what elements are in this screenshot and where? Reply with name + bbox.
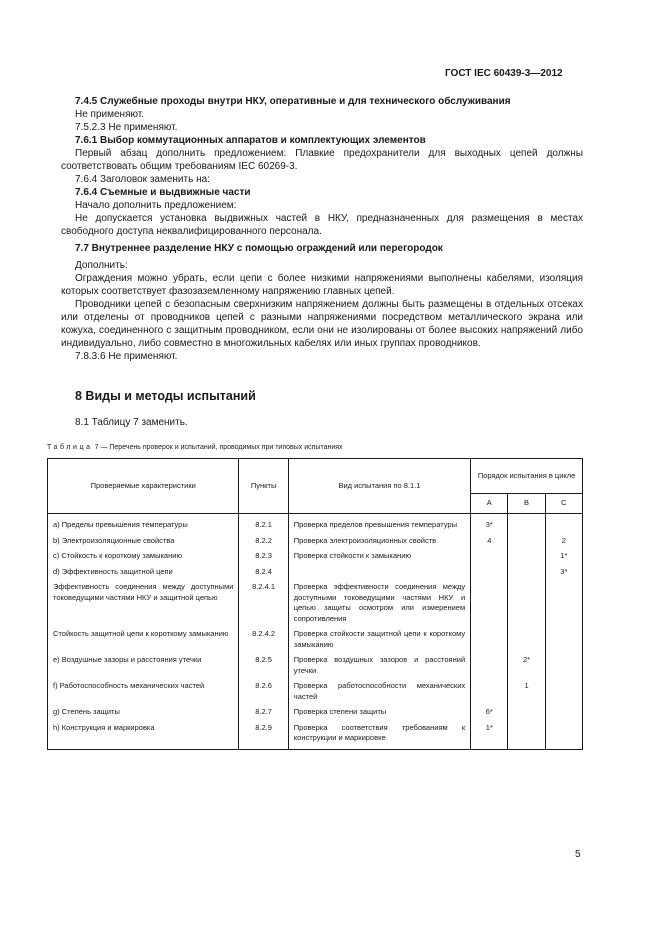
- cell-test: Проверка электроизоляционных свойств: [288, 536, 470, 552]
- cell-order-b: 2*: [508, 655, 545, 681]
- cell-order-c: [545, 514, 582, 536]
- heading-7-7: 7.7 Внутреннее разделение НКУ с помощью ограждений или перегородок: [75, 243, 443, 254]
- cell-order-c: [545, 723, 582, 750]
- header-clauses: Пункты: [239, 459, 288, 514]
- header-a: A: [471, 494, 508, 514]
- cell-order-b: [508, 629, 545, 655]
- cell-order-a: 4: [471, 536, 508, 552]
- cell-test: Проверка эффективности соединения между доступными токоведущими частями НКУ и цепью защиты осмотром или измерением сопротивления: [288, 582, 470, 629]
- cell-order-c: 1*: [545, 551, 582, 567]
- table-row: [48, 536, 583, 552]
- table-body: [48, 514, 583, 750]
- heading-7-6-4: 7.6.4 Съемные и выдвижные части: [75, 187, 251, 198]
- cell-order-a: 6*: [471, 707, 508, 723]
- table-row: [48, 551, 583, 567]
- cell-characteristic: d) Эффективность защитной цепи: [48, 567, 239, 583]
- cell-characteristic: Стойкость защитной цепи к короткому замыканию: [48, 629, 239, 655]
- paragraph: 7.8.3.6 Не применяют.: [75, 351, 178, 362]
- cell-order-a: 1*: [471, 723, 508, 750]
- table-row: [48, 655, 583, 681]
- cell-clause: 8.2.2: [239, 536, 288, 552]
- table-caption: [47, 444, 343, 451]
- tests-table: [47, 458, 583, 750]
- cell-order-b: [508, 582, 545, 629]
- cell-clause: 8.2.9: [239, 723, 288, 750]
- cell-characteristic: h) Конструкция и маркировка: [48, 723, 239, 750]
- cell-clause: 8.2.7: [239, 707, 288, 723]
- paragraph: Ограждения можно убрать, если цепи с более низкими напряжениями выполнены кабелями, изоляция которых соответствует фазозаземленному напряжению главных цепей.: [61, 273, 583, 297]
- cell-order-a: [471, 551, 508, 567]
- cell-test: Проверка воздушных зазоров и расстояний утечки: [288, 655, 470, 681]
- cell-order-a: [471, 582, 508, 629]
- paragraph: Начало дополнить предложением:: [75, 200, 237, 211]
- header-characteristics: Проверяемые характеристики: [48, 459, 239, 514]
- table-row: [48, 514, 583, 536]
- paragraph: Первый абзац дополнить предложением: Плавкие предохранители для выходных цепей должны соответствовать общим требованиям IEC 60269-3.: [61, 148, 583, 172]
- cell-clause: 8.2.5: [239, 655, 288, 681]
- cell-test: Проверка стойкости защитной цепи к короткому замыканию: [288, 629, 470, 655]
- cell-order-b: [508, 551, 545, 567]
- cell-order-a: [471, 629, 508, 655]
- cell-test: [288, 567, 470, 583]
- header-c: C: [545, 494, 582, 514]
- table-row: [48, 629, 583, 655]
- cell-order-c: [545, 629, 582, 655]
- cell-test: Проверка соответствия требованиям к конструкции и маркировке: [288, 723, 470, 750]
- cell-characteristic: e) Воздушные зазоры и расстояния утечки: [48, 655, 239, 681]
- heading-7-4-5: 7.4.5 Служебные проходы внутри НКУ, оперативные и для технического обслуживания: [75, 96, 511, 107]
- header-b: B: [508, 494, 545, 514]
- cell-order-b: [508, 567, 545, 583]
- cell-order-a: [471, 655, 508, 681]
- cell-test: Проверка степени защиты: [288, 707, 470, 723]
- cell-order-c: [545, 655, 582, 681]
- body-text: [61, 95, 583, 363]
- cell-order-a: [471, 681, 508, 707]
- cell-characteristic: b) Электроизоляционные свойства: [48, 536, 239, 552]
- cell-clause: 8.2.1: [239, 514, 288, 536]
- cell-characteristic: a) Пределы превышения температуры: [48, 514, 239, 536]
- cell-clause: 8.2.4: [239, 567, 288, 583]
- cell-order-b: [508, 514, 545, 536]
- cell-clause: 8.2.3: [239, 551, 288, 567]
- header-test-type: Вид испытания по 8.1.1: [288, 459, 470, 514]
- cell-characteristic: c) Стойкость к короткому замыканию: [48, 551, 239, 567]
- table-row: [48, 567, 583, 583]
- table-caption-text: 7 — Перечень проверок и испытаний, проводимых при типовых испытаниях: [92, 444, 343, 451]
- cell-test: Проверка пределов превышения температуры: [288, 514, 470, 536]
- cell-order-c: 3*: [545, 567, 582, 583]
- clause-8-1: 8.1 Таблицу 7 заменить.: [75, 417, 188, 428]
- cell-order-a: [471, 567, 508, 583]
- cell-test: Проверка работоспособности механических частей: [288, 681, 470, 707]
- page-number: 5: [575, 849, 581, 860]
- cell-test: Проверка стойкости к замыканию: [288, 551, 470, 567]
- table-row: [48, 582, 583, 629]
- cell-order-c: [545, 582, 582, 629]
- cell-order-b: [508, 536, 545, 552]
- paragraph: Дополнить:: [75, 260, 128, 271]
- table-row: [48, 723, 583, 750]
- paragraph: 7.6.4 Заголовок заменить на:: [75, 174, 210, 185]
- table-caption-label: Таблица: [47, 444, 93, 451]
- cell-order-b: [508, 707, 545, 723]
- heading-7-6-1: 7.6.1 Выбор коммутационных аппаратов и комплектующих элементов: [75, 135, 426, 146]
- cell-characteristic: Эффективность соединения между доступными токоведущими частями НКУ и защитной цепью: [48, 582, 239, 629]
- cell-clause: 8.2.4.1: [239, 582, 288, 629]
- cell-order-c: 2: [545, 536, 582, 552]
- paragraph: Не применяют.: [75, 109, 145, 120]
- paragraph: Проводники цепей с безопасным сверхнизким напряжением должны быть размещены в отдельных отсеках или отделены от проводников цепей с разными напряжениями посредством металлического экрана или кожуха, соединенного с защитным проводником, если они не изолированы от более высоких напряжений либо индивидуально, либо совместно в многожильных кабелях или иных группах проводников.: [61, 299, 583, 349]
- table-row: [48, 707, 583, 723]
- table-row: [48, 681, 583, 707]
- cell-order-a: 3*: [471, 514, 508, 536]
- paragraph: 7.5.2.3 Не применяют.: [75, 122, 178, 133]
- header-order: Порядок испытания в цикле: [471, 459, 583, 494]
- cell-clause: 8.2.6: [239, 681, 288, 707]
- cell-characteristic: g) Степень защиты: [48, 707, 239, 723]
- cell-order-c: [545, 707, 582, 723]
- cell-order-c: [545, 681, 582, 707]
- section-title: 8 Виды и методы испытаний: [75, 389, 256, 403]
- paragraph: Не допускается установка выдвижных частей в НКУ, предназначенных для размещения в местах свободного доступа неквалифицированного персонала.: [61, 213, 583, 237]
- cell-characteristic: f) Работоспособность механических частей: [48, 681, 239, 707]
- cell-order-b: [508, 723, 545, 750]
- cell-clause: 8.2.4.2: [239, 629, 288, 655]
- document-header: ГОСТ IEC 60439-3—2012: [445, 68, 563, 79]
- cell-order-b: 1: [508, 681, 545, 707]
